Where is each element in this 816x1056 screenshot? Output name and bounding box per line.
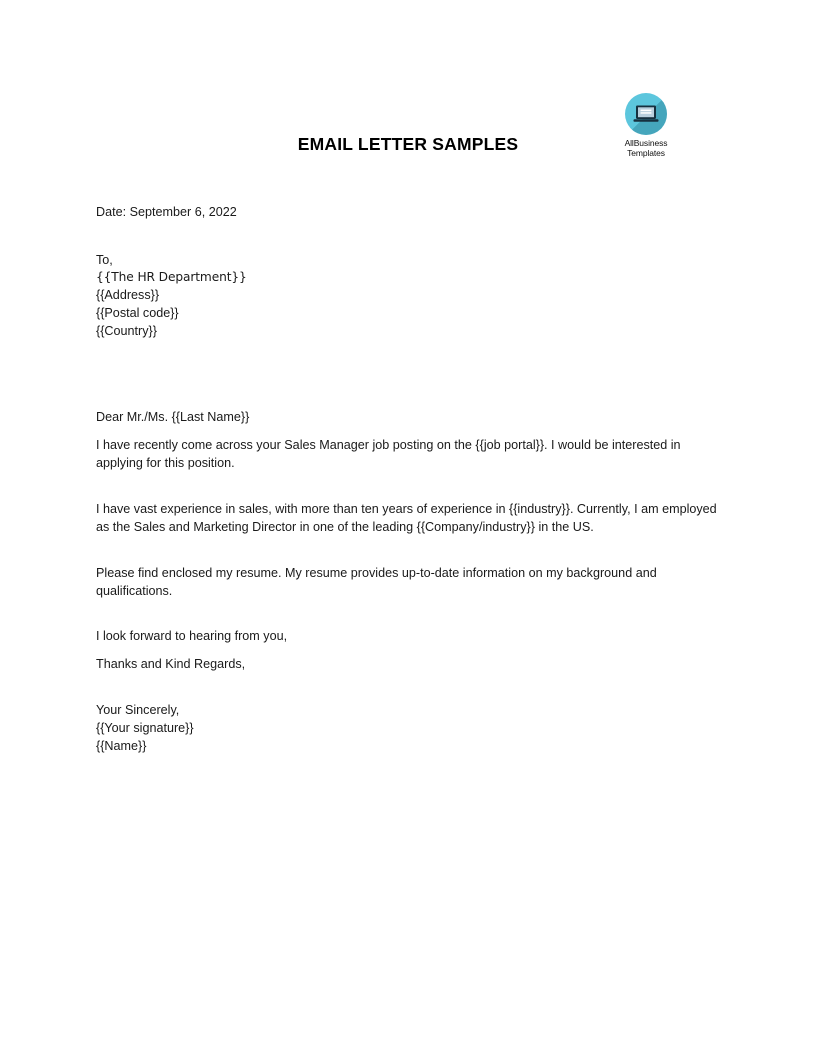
recipient-to-label: To, <box>96 253 113 267</box>
signoff-line-3: {{Name}} <box>96 739 147 753</box>
logo-wordmark-line-2: Templates <box>627 148 665 158</box>
recipient-line-3: {{Postal code}} <box>96 306 179 320</box>
brand-logo <box>608 93 684 159</box>
logo-circle <box>625 93 667 135</box>
body-paragraph-4: I look forward to hearing from you, <box>96 629 288 643</box>
logo-wordmark-line-1: AllBusiness <box>624 138 668 148</box>
recipient-line-2: {{Address}} <box>96 288 160 302</box>
salutation: Dear Mr./Ms. {{Last Name}} <box>96 410 250 424</box>
body-paragraph-5: Thanks and Kind Regards, <box>96 657 246 671</box>
recipient-line-1: {{The HR Department}} <box>96 270 247 284</box>
body-paragraph-1: I have recently come across your Sales Manager job posting on the {{job portal}}. I would be interested in applying for this position. <box>96 438 681 471</box>
signoff-line-1: Your Sincerely, <box>96 703 180 717</box>
recipient-line-4: {{Country}} <box>96 324 157 338</box>
body-paragraph-2: I have vast experience in sales, with more than ten years of experience in {{industry}}. Currently, I am employed as the Sales and Marketing Director in one of the leading {{Company/industry}} in the US. <box>96 502 717 535</box>
signoff-line-2: {{Your signature}} <box>96 721 194 735</box>
body-paragraph-3: Please find enclosed my resume. My resume provides up-to-date information on my background and qualifications. <box>96 566 657 599</box>
logo-wordmark <box>608 138 684 158</box>
laptop-icon <box>633 104 659 124</box>
page-title-text: EMAIL LETTER SAMPLES <box>297 134 519 154</box>
page-title <box>0 134 816 155</box>
date-line: Date: September 6, 2022 <box>96 205 237 219</box>
